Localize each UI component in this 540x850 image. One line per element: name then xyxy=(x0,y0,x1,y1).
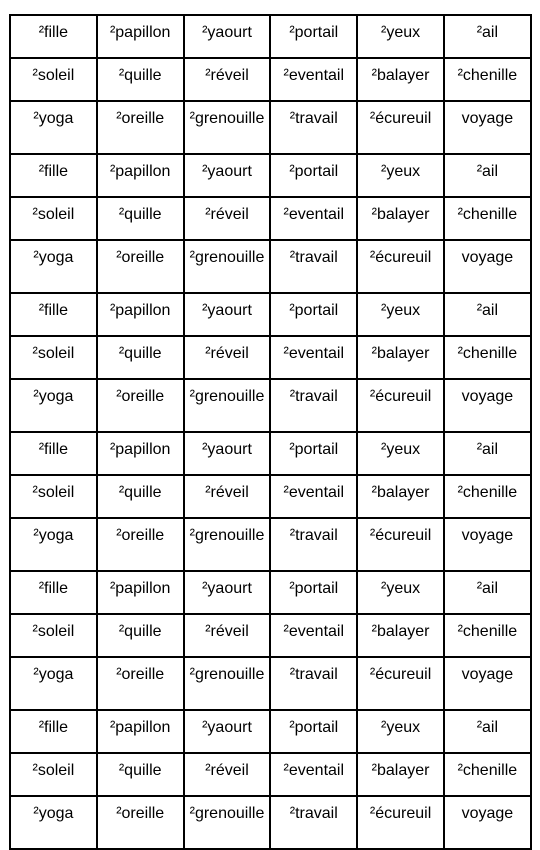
word-cell: ²chenille xyxy=(444,58,531,101)
word-cell: ²écureuil xyxy=(357,657,444,710)
word-cell: ²yoga xyxy=(10,101,97,154)
word-cell: ²oreille xyxy=(97,518,184,571)
word-cell: ²papillon xyxy=(97,710,184,753)
word-row-b xyxy=(10,614,531,657)
word-cell: ²portail xyxy=(270,710,357,753)
word-cell: ²yaourt xyxy=(184,154,271,197)
word-cell: ²balayer xyxy=(357,614,444,657)
word-cell: ²oreille xyxy=(97,240,184,293)
word-cell: ²balayer xyxy=(357,475,444,518)
word-cell: ²chenille xyxy=(444,475,531,518)
word-row-b xyxy=(10,475,531,518)
word-cell: ²ail xyxy=(444,15,531,58)
word-row-b xyxy=(10,58,531,101)
word-row-c xyxy=(10,518,531,571)
word-cell: ²fille xyxy=(10,293,97,336)
word-cell: ²travail xyxy=(270,796,357,849)
word-row-b xyxy=(10,197,531,240)
word-row-a xyxy=(10,710,531,753)
word-cell: ²grenouille xyxy=(184,518,271,571)
word-cell: ²écureuil xyxy=(357,240,444,293)
word-cell: ²soleil xyxy=(10,336,97,379)
word-cell: ²réveil xyxy=(184,58,271,101)
word-cell: ²quille xyxy=(97,58,184,101)
word-cell: ²yeux xyxy=(357,432,444,475)
word-table-body xyxy=(10,15,531,849)
word-cell: ²oreille xyxy=(97,101,184,154)
word-cell: ²fille xyxy=(10,15,97,58)
word-table xyxy=(9,14,532,850)
word-cell: ²grenouille xyxy=(184,101,271,154)
word-cell: voyage xyxy=(444,518,531,571)
word-cell: ²yaourt xyxy=(184,293,271,336)
word-cell: ²yeux xyxy=(357,571,444,614)
word-cell: ²réveil xyxy=(184,197,271,240)
word-cell: ²quille xyxy=(97,753,184,796)
word-cell: ²papillon xyxy=(97,154,184,197)
word-cell: ²yaourt xyxy=(184,432,271,475)
word-row-a xyxy=(10,432,531,475)
word-cell: ²chenille xyxy=(444,614,531,657)
word-cell: ²eventail xyxy=(270,475,357,518)
word-cell: ²papillon xyxy=(97,15,184,58)
word-cell: ²yaourt xyxy=(184,571,271,614)
word-cell: ²balayer xyxy=(357,336,444,379)
word-cell: ²ail xyxy=(444,432,531,475)
word-cell: ²eventail xyxy=(270,753,357,796)
word-cell: ²eventail xyxy=(270,614,357,657)
word-cell: ²yaourt xyxy=(184,710,271,753)
word-cell: ²travail xyxy=(270,240,357,293)
word-cell: ²travail xyxy=(270,518,357,571)
word-cell: ²portail xyxy=(270,571,357,614)
word-cell: ²réveil xyxy=(184,614,271,657)
word-cell: ²portail xyxy=(270,154,357,197)
word-cell: ²yeux xyxy=(357,293,444,336)
word-cell: ²portail xyxy=(270,15,357,58)
word-cell: ²soleil xyxy=(10,753,97,796)
word-cell: ²ail xyxy=(444,293,531,336)
word-cell: ²fille xyxy=(10,710,97,753)
word-row-c xyxy=(10,240,531,293)
word-cell: ²écureuil xyxy=(357,101,444,154)
word-cell: ²oreille xyxy=(97,657,184,710)
word-cell: ²papillon xyxy=(97,432,184,475)
word-row-c xyxy=(10,379,531,432)
word-cell: ²travail xyxy=(270,657,357,710)
word-cell: voyage xyxy=(444,240,531,293)
word-cell: ²yeux xyxy=(357,154,444,197)
word-cell: ²réveil xyxy=(184,475,271,518)
word-cell: ²oreille xyxy=(97,379,184,432)
word-row-a xyxy=(10,154,531,197)
word-row-c xyxy=(10,657,531,710)
word-cell: ²yoga xyxy=(10,518,97,571)
word-cell: ²quille xyxy=(97,336,184,379)
word-cell: ²soleil xyxy=(10,58,97,101)
word-cell: voyage xyxy=(444,379,531,432)
word-cell: voyage xyxy=(444,657,531,710)
word-cell: ²travail xyxy=(270,101,357,154)
word-cell: ²quille xyxy=(97,475,184,518)
word-cell: ²portail xyxy=(270,432,357,475)
word-cell: ²grenouille xyxy=(184,796,271,849)
word-cell: ²quille xyxy=(97,614,184,657)
word-cell: ²grenouille xyxy=(184,657,271,710)
word-cell: ²chenille xyxy=(444,336,531,379)
word-row-a xyxy=(10,15,531,58)
word-cell: ²ail xyxy=(444,571,531,614)
word-cell: ²écureuil xyxy=(357,518,444,571)
word-cell: ²yoga xyxy=(10,796,97,849)
word-cell: ²quille xyxy=(97,197,184,240)
word-cell: ²soleil xyxy=(10,475,97,518)
word-cell: ²réveil xyxy=(184,753,271,796)
word-cell: ²balayer xyxy=(357,197,444,240)
word-cell: ²chenille xyxy=(444,753,531,796)
word-cell: ²fille xyxy=(10,571,97,614)
word-cell: ²grenouille xyxy=(184,240,271,293)
word-row-b xyxy=(10,753,531,796)
word-cell: ²réveil xyxy=(184,336,271,379)
word-cell: ²chenille xyxy=(444,197,531,240)
word-cell: ²soleil xyxy=(10,197,97,240)
word-cell: ²écureuil xyxy=(357,379,444,432)
word-row-a xyxy=(10,293,531,336)
word-cell: ²eventail xyxy=(270,58,357,101)
word-cell: ²oreille xyxy=(97,796,184,849)
word-cell: ²yoga xyxy=(10,240,97,293)
word-cell: ²yoga xyxy=(10,657,97,710)
word-cell: ²balayer xyxy=(357,58,444,101)
word-row-c xyxy=(10,796,531,849)
word-cell: ²balayer xyxy=(357,753,444,796)
word-cell: ²travail xyxy=(270,379,357,432)
word-row-c xyxy=(10,101,531,154)
word-sheet xyxy=(9,14,532,850)
word-cell: ²ail xyxy=(444,154,531,197)
word-cell: ²écureuil xyxy=(357,796,444,849)
word-cell: ²papillon xyxy=(97,571,184,614)
word-row-a xyxy=(10,571,531,614)
word-cell: ²papillon xyxy=(97,293,184,336)
word-cell: ²yoga xyxy=(10,379,97,432)
word-cell: ²eventail xyxy=(270,336,357,379)
word-cell: ²yeux xyxy=(357,710,444,753)
word-cell: ²yaourt xyxy=(184,15,271,58)
word-cell: ²grenouille xyxy=(184,379,271,432)
word-cell: ²portail xyxy=(270,293,357,336)
word-cell: ²yeux xyxy=(357,15,444,58)
word-cell: ²eventail xyxy=(270,197,357,240)
word-cell: ²fille xyxy=(10,154,97,197)
word-cell: ²fille xyxy=(10,432,97,475)
word-cell: ²soleil xyxy=(10,614,97,657)
word-cell: voyage xyxy=(444,101,531,154)
word-row-b xyxy=(10,336,531,379)
word-cell: voyage xyxy=(444,796,531,849)
word-cell: ²ail xyxy=(444,710,531,753)
